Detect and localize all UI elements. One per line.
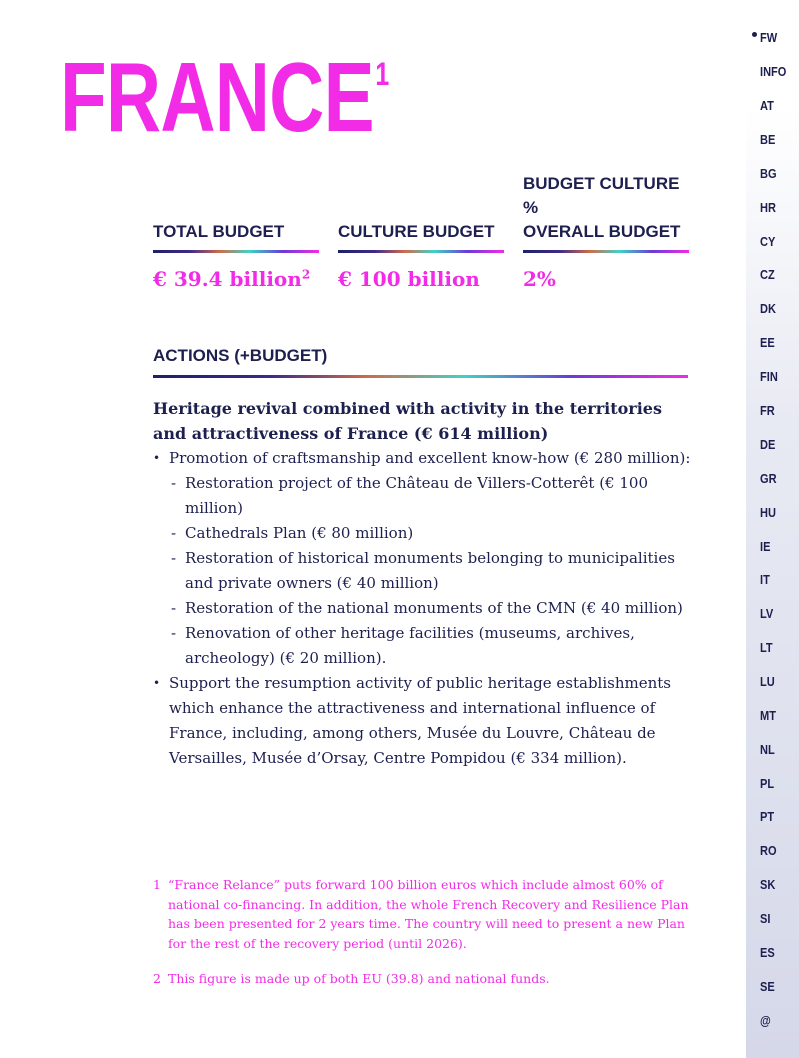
- gradient-divider: [153, 250, 319, 253]
- gradient-divider: [153, 375, 688, 378]
- budget-culture: [338, 196, 504, 291]
- nav-item-dk[interactable]: DK: [760, 301, 776, 316]
- list-item: • Promotion of craftsmanship and excellent know-how (€ 280 million): - Restoration project of the Château de Villers-Cotterêt (€ 100 million) - Cathedrals Plan (€ 80 million) - Restoration of historical monuments belonging to municipalities and private owners (€ 40 million) - Restoration of the national monuments of the CMN (€ 40 million) - Renovation of other heritage facilities (museums, archives, archeology) (€ 20 million).: [153, 446, 693, 671]
- footnote-text: This figure is made up of both EU (39.8) and national funds.: [168, 971, 550, 986]
- nav-item-at[interactable]: AT: [760, 98, 774, 113]
- footnote-text: “France Relance” puts forward 100 billion euros which include almost 60% of national co-financing. In addition, the whole French Recovery and Resilience Plan has been presented for 2 years time. The country will need to present a new Plan for the rest of the recovery period (until 2026).: [168, 877, 689, 951]
- footnote-number: 2: [153, 971, 161, 986]
- nav-item-lu[interactable]: LU: [760, 674, 775, 689]
- budget-percent: [523, 174, 689, 291]
- nav-item-be[interactable]: BE: [760, 132, 776, 147]
- nav-item-sk[interactable]: SK: [760, 877, 776, 892]
- nav-item-lv[interactable]: LV: [760, 606, 774, 621]
- nav-item-pl[interactable]: PL: [760, 776, 775, 791]
- nav-item-si[interactable]: SI: [760, 911, 771, 926]
- nav-item-fin[interactable]: FIN: [760, 369, 778, 384]
- footnote: [153, 875, 693, 953]
- nav-item-mt[interactable]: MT: [760, 708, 776, 723]
- country-nav-sidebar: [746, 0, 799, 1058]
- budget-total: [153, 196, 319, 291]
- sub-list-item: - Renovation of other heritage facilities (museums, archives, archeology) (€ 20 million).: [169, 621, 693, 671]
- nav-item-contact[interactable]: @: [760, 1013, 771, 1028]
- actions-list: [153, 446, 693, 771]
- budget-value: € 39.4 billion$^2$: [153, 267, 311, 291]
- active-indicator-icon: [752, 32, 757, 37]
- footnote-ref: 2: [301, 267, 311, 282]
- nav-item-hr[interactable]: HR: [760, 200, 776, 215]
- nav-item-lt[interactable]: LT: [760, 640, 773, 655]
- actions-title: Heritage revival combined with activity in the territories and attractiveness of France (€ 614 million): [153, 399, 662, 443]
- gradient-divider: [523, 250, 689, 253]
- nav-item-gr[interactable]: GR: [760, 471, 777, 486]
- nav-item-de[interactable]: DE: [760, 437, 776, 452]
- list-item: • Support the resumption activity of public heritage establishments which enhance the attractiveness and international influence of France, including, among others, Musée du Louvre, Château de Versailles, Musée d’Orsay, Centre Pompidou (€ 334 million).: [153, 671, 693, 771]
- nav-item-bg[interactable]: BG: [760, 166, 777, 181]
- sub-list-item: - Cathedrals Plan (€ 80 million): [169, 521, 693, 546]
- sub-list-item: - Restoration project of the Château de Villers-Cotterêt (€ 100 million): [169, 471, 693, 521]
- footnote-number: 1: [153, 877, 161, 892]
- budget-value: € 100 billion: [338, 267, 480, 291]
- sub-list-item: - Restoration of historical monuments belonging to municipalities and private owners (€ 40 million): [169, 546, 693, 596]
- budget-label: BUDGET CULTURE % OVERALL BUDGET: [523, 174, 681, 241]
- footnote: [153, 969, 693, 989]
- footnotes: [153, 875, 693, 1005]
- nav-item-hu[interactable]: HU: [760, 505, 776, 520]
- nav-item-fr[interactable]: FR: [760, 403, 775, 418]
- nav-item-fw[interactable]: FW: [760, 30, 778, 45]
- country-name: FRANCE: [60, 42, 374, 152]
- nav-item-nl[interactable]: NL: [760, 742, 775, 757]
- page-title: [60, 42, 389, 152]
- budget-value: 2%: [523, 267, 556, 291]
- actions-content: [153, 396, 693, 771]
- gradient-divider: [338, 250, 504, 253]
- sub-list: [169, 471, 693, 671]
- nav-item-cy[interactable]: CY: [760, 234, 776, 249]
- footnote-ref: 1: [375, 56, 389, 92]
- budget-label: TOTAL BUDGET: [153, 222, 285, 241]
- sub-list-item: - Restoration of the national monuments of the CMN (€ 40 million): [169, 596, 693, 621]
- actions-heading: ACTIONS (+BUDGET): [153, 346, 328, 365]
- nav-item-info[interactable]: INFO: [760, 64, 787, 79]
- nav-item-ee[interactable]: EE: [760, 335, 775, 350]
- nav-item-es[interactable]: ES: [760, 945, 775, 960]
- nav-item-ie[interactable]: IE: [760, 539, 771, 554]
- nav-item-pt[interactable]: PT: [760, 809, 775, 824]
- nav-item-ro[interactable]: RO: [760, 843, 777, 858]
- nav-item-it[interactable]: IT: [760, 572, 770, 587]
- budget-label: CULTURE BUDGET: [338, 222, 495, 241]
- nav-item-se[interactable]: SE: [760, 979, 775, 994]
- nav-item-cz[interactable]: CZ: [760, 267, 775, 282]
